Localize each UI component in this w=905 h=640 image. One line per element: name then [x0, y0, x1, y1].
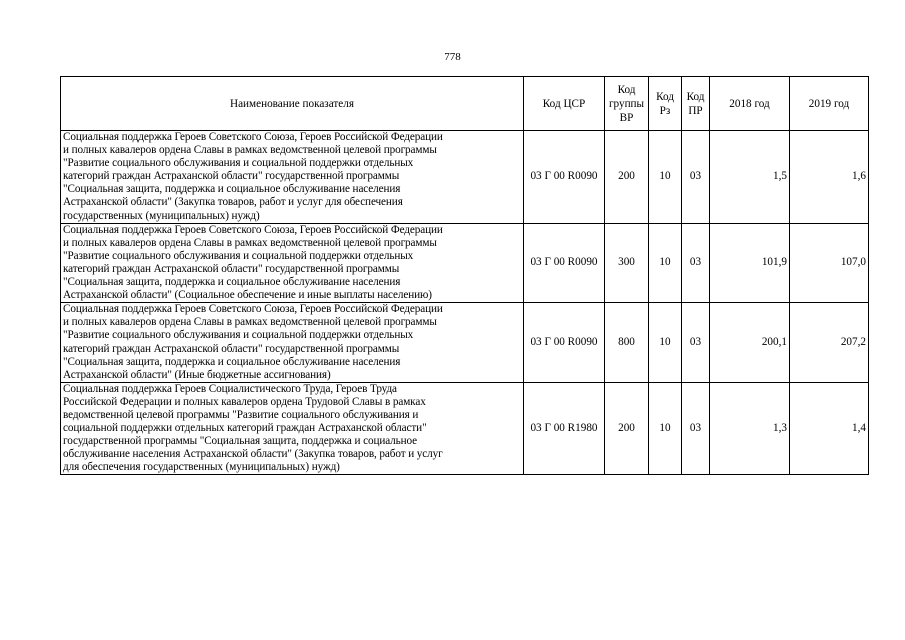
cell-2019: 1,4 [790, 382, 869, 475]
cell-2018: 1,3 [710, 382, 790, 475]
cell-rz: 10 [649, 131, 682, 224]
header-2018: 2018 год [710, 77, 790, 131]
table-row [61, 303, 869, 383]
cell-pr: 03 [682, 382, 710, 475]
cell-name: Социальная поддержка Героев Советского Союза, Героев Российской Федерации и полных кавалеров ордена Славы в рамках ведомственной целевой программы "Развитие социального обслуживания и социальной поддержки отдельных категорий граждан Астраханской области" государственной программы "Социальная защита, поддержка и социальное обслуживание населения Астраханской области" (Иные бюджетные ассигнования) [61, 303, 524, 383]
table-row [61, 223, 869, 303]
cell-2018: 101,9 [710, 223, 790, 303]
cell-csr: 03 Г 00 R0090 [524, 303, 605, 383]
table-header-row [61, 77, 869, 131]
cell-pr: 03 [682, 131, 710, 224]
cell-rz: 10 [649, 382, 682, 475]
header-csr: Код ЦСР [524, 77, 605, 131]
header-vr: Код группы ВР [605, 77, 649, 131]
budget-table [60, 76, 869, 475]
table-row [61, 382, 869, 475]
cell-pr: 03 [682, 303, 710, 383]
page-number: 778 [444, 51, 461, 63]
cell-2019: 207,2 [790, 303, 869, 383]
cell-vr: 200 [605, 131, 649, 224]
cell-2018: 1,5 [710, 131, 790, 224]
cell-name: Социальная поддержка Героев Советского Союза, Героев Российской Федерации и полных кавалеров ордена Славы в рамках ведомственной целевой программы "Развитие социального обслуживания и социальной поддержки отдельных категорий граждан Астраханской области" государственной программы "Социальная защита, поддержка и социальное обслуживание населения Астраханской области" (Закупка товаров, работ и услуг для обеспечения государственных (муниципальных) нужд) [61, 131, 524, 224]
cell-2019: 1,6 [790, 131, 869, 224]
table-row [61, 131, 869, 224]
header-pr: Код ПР [682, 77, 710, 131]
cell-rz: 10 [649, 223, 682, 303]
cell-2019: 107,0 [790, 223, 869, 303]
cell-vr: 200 [605, 382, 649, 475]
header-rz: Код Рз [649, 77, 682, 131]
cell-2018: 200,1 [710, 303, 790, 383]
cell-name: Социальная поддержка Героев Социалистического Труда, Героев Труда Российской Федерации и полных кавалеров ордена Трудовой Славы в рамках ведомственной целевой программы "Развитие социального обслуживания и социальной поддержки отдельных категорий граждан Астраханской области" государственной программы "Социальная защита, поддержка и социальное обслуживание населения Астраханской области" (Закупка товаров, работ и услуг для обеспечения государственных (муниципальных) нужд) [61, 382, 524, 475]
cell-vr: 300 [605, 223, 649, 303]
cell-csr: 03 Г 00 R0090 [524, 131, 605, 224]
header-2019: 2019 год [790, 77, 869, 131]
cell-csr: 03 Г 00 R1980 [524, 382, 605, 475]
cell-csr: 03 Г 00 R0090 [524, 223, 605, 303]
cell-vr: 800 [605, 303, 649, 383]
cell-name: Социальная поддержка Героев Советского Союза, Героев Российской Федерации и полных кавалеров ордена Славы в рамках ведомственной целевой программы "Развитие социального обслуживания и социальной поддержки отдельных категорий граждан Астраханской области" государственной программы "Социальная защита, поддержка и социальное обслуживание населения Астраханской области" (Социальное обеспечение и иные выплаты населению) [61, 223, 524, 303]
cell-rz: 10 [649, 303, 682, 383]
cell-pr: 03 [682, 223, 710, 303]
header-name: Наименование показателя [61, 77, 524, 131]
